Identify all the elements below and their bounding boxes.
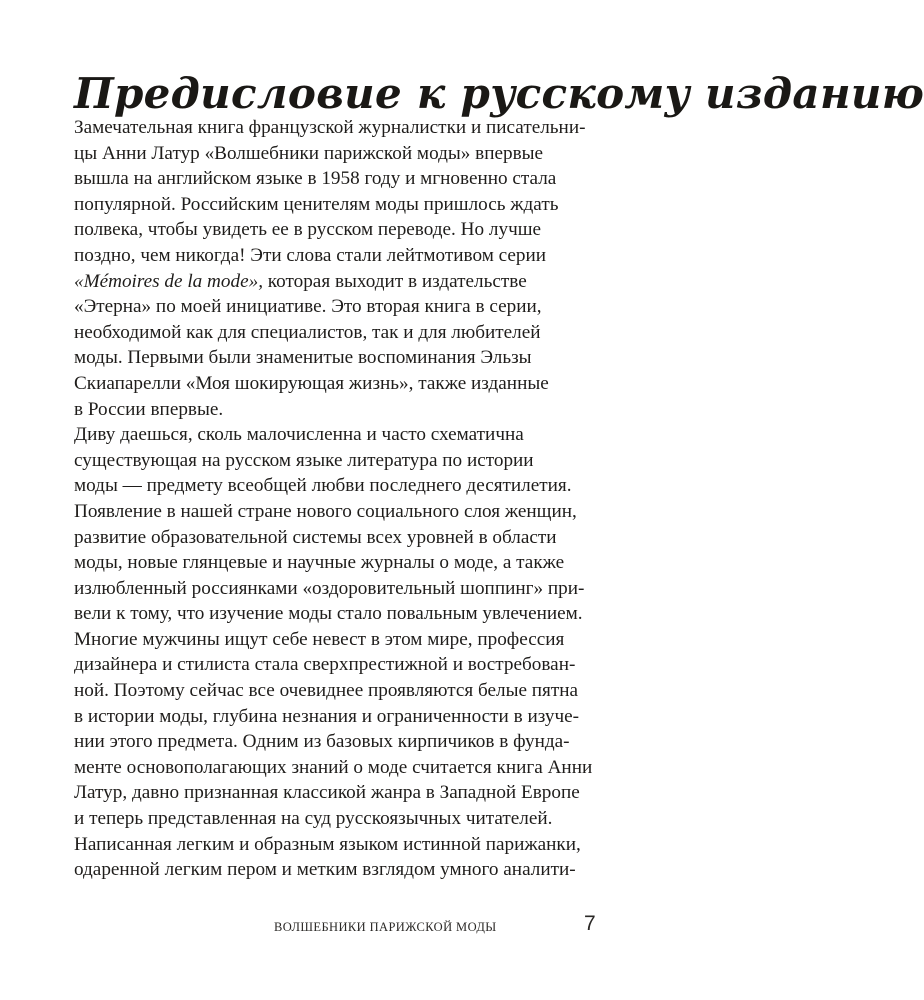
text-line <box>74 269 634 295</box>
text-line: излюбленный россиянками «оздоровительный шоппинг» при- <box>74 577 585 599</box>
text-line: моды — предмету всеобщей любви последнего десятилетия. <box>74 475 572 497</box>
text-line: необходимой как для специалистов, так и для любителей <box>74 321 541 343</box>
text-line: цы Анни Латур «Волшебники парижской моды» впервые <box>74 142 544 164</box>
text-line: Замечательная книга французской журналистки и писательни- <box>74 117 586 138</box>
page-footer <box>0 912 776 942</box>
text-line: ной. Поэтому сейчас все очевиднее проявляются белые пятна <box>74 680 579 702</box>
body-text <box>74 115 634 883</box>
text-line: одаренной легким пером и метким взглядом умного аналити- <box>74 859 576 881</box>
text-line: Появление в нашей стране нового социального слоя женщин, <box>74 500 577 522</box>
text-line: популярной. Российским ценителям моды пришлось ждать <box>74 193 559 215</box>
text-line: «Этерна» по моей инициативе. Это вторая книга в серии, <box>74 296 542 318</box>
text-line: и теперь представленная на суд русскоязычных читателей. <box>74 808 553 830</box>
series-title-italic: «Mémoires de la mode», <box>74 270 263 292</box>
text-line: Написанная легким и образным языком истинной парижанки, <box>74 833 581 855</box>
text-line: Скиапарелли «Моя шокирующая жизнь», также изданные <box>74 372 549 394</box>
text-line: в России впервые. <box>74 398 224 420</box>
text-line: Многие мужчины ищут себе невест в этом мире, профессия <box>74 628 565 650</box>
text-line: вели к тому, что изучение моды стало повальным увлечением. <box>74 603 583 625</box>
text-line: Латур, давно признанная классикой жанра в Западной Европе <box>74 782 580 804</box>
text-line: развитие образовательной системы всех уровней в области <box>74 526 557 548</box>
chapter-title: Предисловие к русскому изданию <box>74 69 924 118</box>
text-line: моды, новые глянцевые и научные журналы о моде, а также <box>74 552 565 574</box>
text-line: в истории моды, глубина незнания и ограниченности в изуче- <box>74 705 580 727</box>
text-line: полвека, чтобы увидеть ее в русском переводе. Но лучше <box>74 219 542 241</box>
page-number: 7 <box>584 912 596 935</box>
text-line: вышла на английском языке в 1958 году и мгновенно стала <box>74 168 557 190</box>
text-line: Диву даешься, сколь малочисленна и часто схематична <box>74 424 524 446</box>
text-line: нии этого предмета. Одним из базовых кирпичиков в фунда- <box>74 731 570 753</box>
text-line-rest: которая выходит в издательстве <box>263 270 527 292</box>
text-line: существующая на русском языке литература по истории <box>74 449 534 471</box>
running-head: ВОЛШЕБНИКИ ПАРИЖСКОЙ МОДЫ <box>274 920 497 934</box>
text-line: моды. Первыми были знаменитые воспоминания Эльзы <box>74 347 532 369</box>
text-line: дизайнера и стилиста стала сверхпрестижной и востребован- <box>74 654 576 676</box>
text-line: менте основополагающих знаний о моде считается книга Анни <box>74 756 593 778</box>
text-line: поздно, чем никогда! Эти слова стали лейтмотивом серии <box>74 244 547 266</box>
